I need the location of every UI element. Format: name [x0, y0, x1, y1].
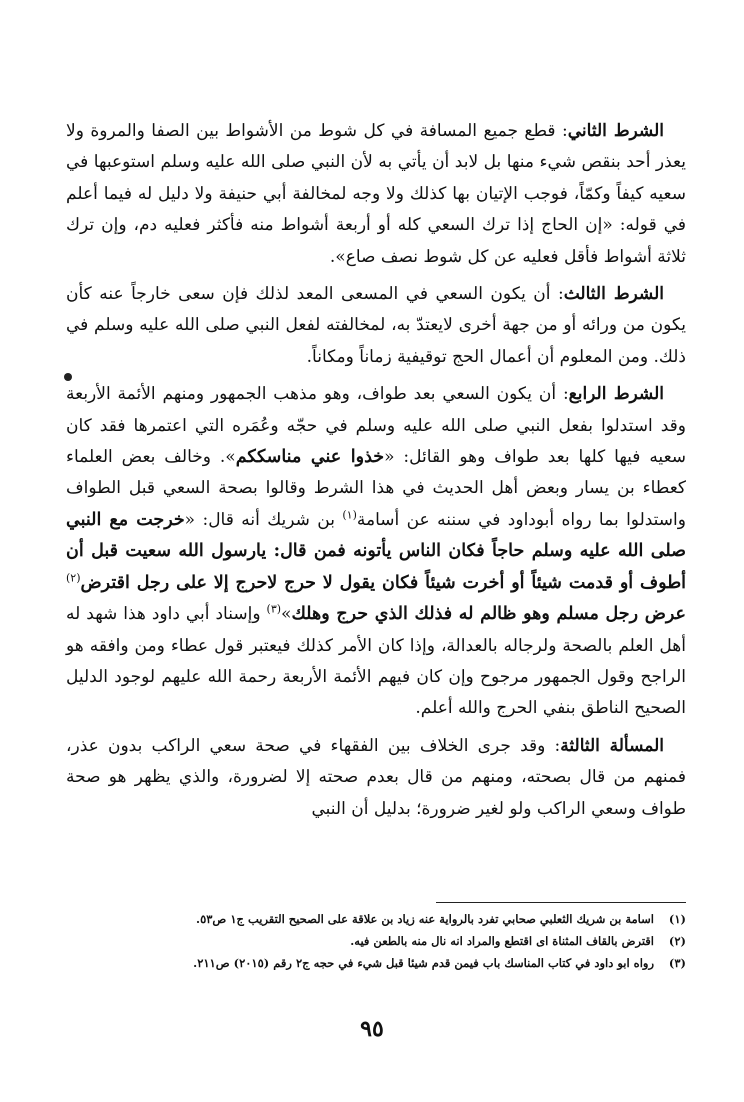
paragraph-text: بن شريك أنه قال: «: [184, 509, 343, 530]
footnote-number: (٢): [668, 934, 686, 948]
paragraph-text: : وقد جرى الخلاف بين الفقهاء في صحة سعي الراكب بدون عذر، فمنهم من قال بصحته، ومنهم من قال بعدم صحته إلا لضرورة، والذي يظهر هو صحة طواف وسعي الراكب ولو لغير ضرورة؛ بدليل أن النبي: [66, 735, 686, 819]
footnotes: [66, 908, 686, 974]
footnote-ref[interactable]: (٢): [66, 571, 81, 585]
section-heading: المسألة الثالثة: [560, 735, 664, 756]
body-text: [66, 116, 686, 831]
paragraph-text: وإسناد أبي داود هذا شهد له أهل العلم بالصحة ولرجاله بالعدالة، وإذا كان الأمر كذلك فيعتبر قول عطاء ومن وافقه هو الراجح وقول الجمهور مرجوح وإن كان فيهم الأئمة الأربعة رحمة الله عليهم لوجود الدليل الصحيح الناطق بنفي الحرج والله أعلم.: [66, 604, 686, 719]
footnote-ref[interactable]: (٣): [266, 602, 282, 616]
footnote-number: (١): [668, 912, 686, 926]
hadith-quote: خذوا عني مناسككم: [235, 447, 385, 468]
footnote: [66, 952, 686, 974]
paragraph-condition-4: [66, 379, 686, 724]
section-heading: الشرط الثالث: [563, 284, 664, 305]
footnote: [66, 930, 686, 952]
paragraph-issue-3: [66, 731, 686, 825]
paragraph-text: ». وخالف بعض العلماء كعطاء بن يسار وبعض أهل الحديث في هذا الشرط وقالوا بصحة السعي قبل الطواف واستدلوا بما رواه أبوداود في سننه عن أسامة: [66, 447, 686, 530]
paragraph-condition-2: [66, 116, 686, 273]
paragraph-text: : قطع جميع المسافة في كل شوط من الأشواط بين الصفا والمروة ولا يعذر أحد بنقص شيء منها بل لابد أن يأتي به لأن النبي صلى الله عليه وسلم استوعبها في سعيه كيفاً وكمّاً، فوجب الإتيان بها كذلك ولا وجه لمخالفة أبي حنيفة ولا دليل له فيما أعلم في قوله: «إن الحاج إذا ترك السعي كله أو أربعة أشواط منه فأكثر فعليه دم، وإن ترك ثلاثة أشواط فأقل فعليه عن كل شوط نصف صاع».: [66, 121, 686, 267]
paragraph-text: : أن يكون السعي بعد طواف، وهو مذهب الجمهور ومنهم الأئمة الأربعة وقد استدلوا بفعل النبي صلى الله عليه وسلم في حجّه وعُمَره التي اعتمرها فقد كان سعيه فيها كلها بعد طواف وهو القائل: «: [66, 384, 687, 468]
hadith-quote: عرض رجل مسلم وهو ظالم له فذلك الذي حرج وهلك: [291, 604, 686, 625]
footnote-divider: [436, 902, 686, 903]
paragraph-text: »: [281, 604, 292, 625]
paragraph-text: : أن يكون السعي في المسعى المعد لذلك فإن سعى خارجاً عنه كأن يكون من ورائه أو من جهة أخرى لايعتدّ به، لمخالفته لفعل النبي صلى الله عليه وسلم في ذلك. ومن المعلوم أن أعمال الحج توقيفية زماناً ومكاناً.: [66, 284, 686, 367]
footnote-ref[interactable]: (١): [342, 508, 357, 522]
paragraph-condition-3: [66, 279, 686, 373]
hadith-quote: خرجت مع النبي صلى الله عليه وسلم حاجاً فكان الناس يأتونه فمن قال: يارسول الله سعيت قبل أن أطوف أو قدمت شيئاً أو أخرت شيئاً فكان يقول لا حرج لاحرج إلا على رجل اقترض: [66, 509, 686, 593]
section-heading: الشرط الثاني: [567, 121, 664, 141]
footnote-number: (٣): [668, 956, 686, 970]
footnote-text: اقترض بالقاف المثناة اى اقتطع والمراد انه نال منه بالطعن فيه.: [350, 934, 654, 948]
section-heading: الشرط الرابع: [568, 384, 664, 405]
page-number: ٩٥: [360, 1016, 384, 1042]
footnote-text: رواه ابو داود في كتاب المناسك باب فيمن قدم شيئا قبل شيء في حجه ج٢ رقم (٢٠١٥) ص٢١١.: [193, 956, 654, 970]
footnote-text: اسامة بن شريك الثعلبي صحابي تفرد بالرواية عنه زياد بن علاقة على الصحيح التقريب ج١ ص٥٣.: [196, 912, 654, 926]
footnote: [66, 908, 686, 930]
